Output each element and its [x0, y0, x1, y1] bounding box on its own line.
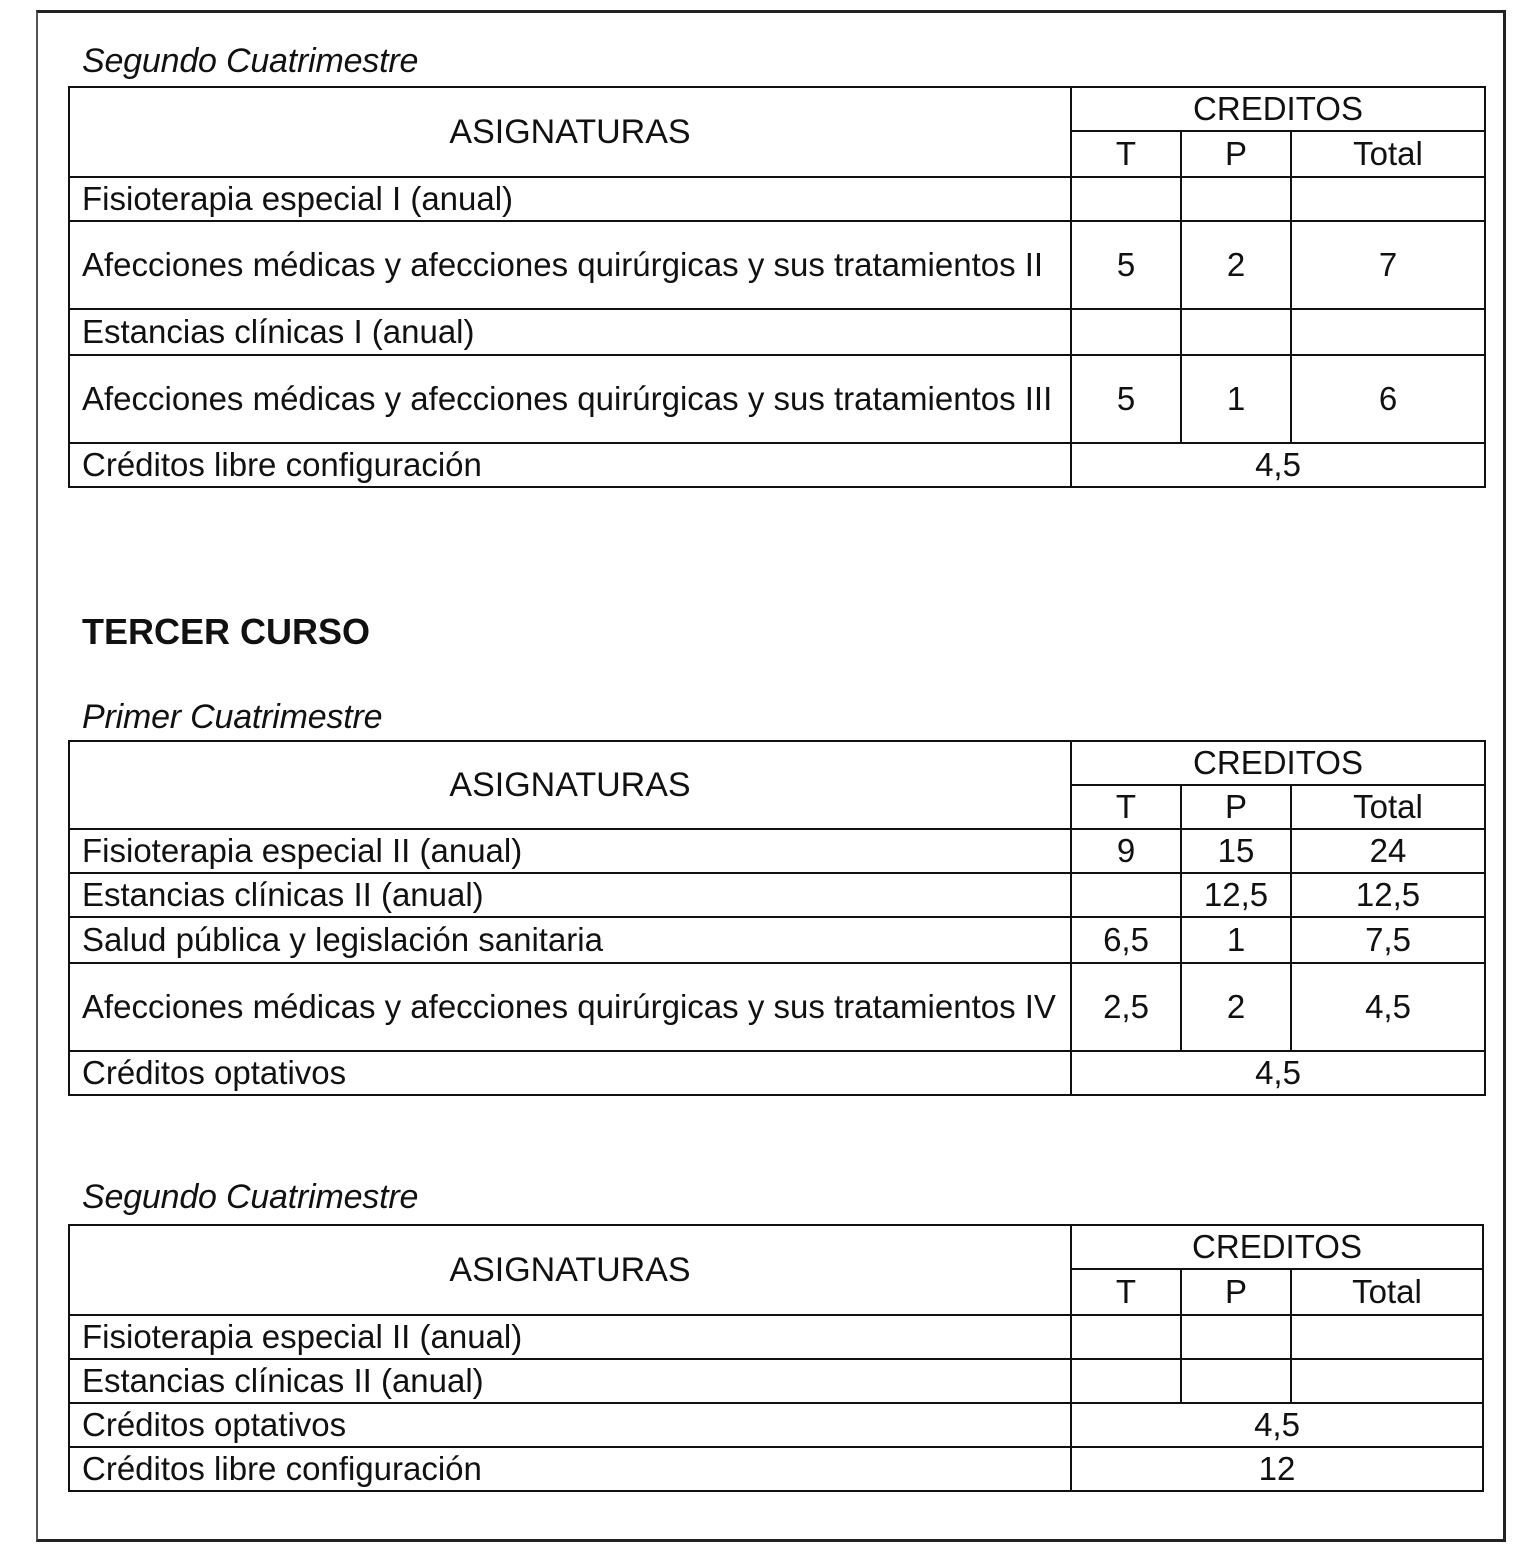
- credits-total-cell: [1291, 309, 1485, 355]
- header-asignaturas: ASIGNATURAS: [69, 1225, 1071, 1315]
- credits-t-cell: [1071, 309, 1181, 355]
- credits-p-cell: 2: [1181, 963, 1291, 1051]
- course-title: TERCER CURSO: [82, 611, 371, 652]
- header-t: T: [1071, 1269, 1181, 1315]
- header-total: Total: [1291, 785, 1485, 829]
- credits-total-cell: [1291, 1315, 1483, 1359]
- credits-table-segundo-cuatrimestre-1: [68, 86, 1486, 488]
- credits-total-cell: 7,5: [1291, 917, 1485, 963]
- table-row: [69, 355, 1485, 443]
- credits-p-cell: [1181, 309, 1291, 355]
- table-row: [69, 309, 1485, 355]
- table-row: [69, 221, 1485, 309]
- credits-p-cell: 1: [1181, 917, 1291, 963]
- subject-cell: Estancias clínicas II (anual): [69, 873, 1071, 917]
- credits-table-primer-cuatrimestre: [68, 740, 1486, 1096]
- table-row: [69, 177, 1485, 221]
- credits-p-cell: 12,5: [1181, 873, 1291, 917]
- merged-credits-cell: 12: [1071, 1447, 1483, 1491]
- header-total: Total: [1291, 131, 1485, 177]
- section-title-segundo-cuatrimestre: Segundo Cuatrimestre: [82, 42, 419, 80]
- header-asignaturas: ASIGNATURAS: [69, 87, 1071, 177]
- header-creditos: CREDITOS: [1071, 87, 1485, 131]
- subject-cell: Créditos optativos: [69, 1051, 1071, 1095]
- credits-t-cell: 5: [1071, 355, 1181, 443]
- subject-cell: Fisioterapia especial II (anual): [69, 829, 1071, 873]
- subject-cell: Estancias clínicas I (anual): [69, 309, 1071, 355]
- subject-cell: Estancias clínicas II (anual): [69, 1359, 1071, 1403]
- table-row: [69, 1051, 1485, 1095]
- header-p: P: [1181, 785, 1291, 829]
- credits-p-cell: 15: [1181, 829, 1291, 873]
- subject-cell: Créditos optativos: [69, 1403, 1071, 1447]
- credits-t-cell: 9: [1071, 829, 1181, 873]
- section-title-primer-cuatrimestre: Primer Cuatrimestre: [82, 698, 383, 736]
- table-row: [69, 917, 1485, 963]
- subject-cell: Créditos libre configuración: [69, 1447, 1071, 1491]
- table-row: [69, 1359, 1483, 1403]
- table-row: [69, 443, 1485, 487]
- header-t: T: [1071, 131, 1181, 177]
- header-asignaturas: ASIGNATURAS: [69, 741, 1071, 829]
- merged-credits-cell: 4,5: [1071, 1403, 1483, 1447]
- subject-cell: Afecciones médicas y afecciones quirúrgicas y sus tratamientos III: [69, 355, 1071, 443]
- credits-total-cell: [1291, 1359, 1483, 1403]
- section-title-segundo-cuatrimestre: Segundo Cuatrimestre: [82, 1178, 419, 1216]
- credits-t-cell: 5: [1071, 221, 1181, 309]
- table-row: [69, 873, 1485, 917]
- header-creditos: CREDITOS: [1071, 1225, 1483, 1269]
- subject-cell: Afecciones médicas y afecciones quirúrgicas y sus tratamientos IV: [69, 963, 1071, 1051]
- credits-t-cell: [1071, 873, 1181, 917]
- subject-cell: Afecciones médicas y afecciones quirúrgicas y sus tratamientos II: [69, 221, 1071, 309]
- credits-p-cell: [1181, 177, 1291, 221]
- merged-credits-cell: 4,5: [1071, 1051, 1485, 1095]
- header-total: Total: [1291, 1269, 1483, 1315]
- table-row: [69, 1315, 1483, 1359]
- header-t: T: [1071, 785, 1181, 829]
- table-row: [69, 963, 1485, 1051]
- subject-cell: Fisioterapia especial I (anual): [69, 177, 1071, 221]
- credits-total-cell: [1291, 177, 1485, 221]
- subject-cell: Fisioterapia especial II (anual): [69, 1315, 1071, 1359]
- credits-t-cell: [1071, 1315, 1181, 1359]
- subject-cell: Salud pública y legislación sanitaria: [69, 917, 1071, 963]
- credits-total-cell: 4,5: [1291, 963, 1485, 1051]
- credits-t-cell: 2,5: [1071, 963, 1181, 1051]
- credits-t-cell: [1071, 177, 1181, 221]
- credits-p-cell: 2: [1181, 221, 1291, 309]
- table-row: [69, 1447, 1483, 1491]
- table-row: [69, 829, 1485, 873]
- credits-table-segundo-cuatrimestre-2: [68, 1224, 1484, 1492]
- header-p: P: [1181, 1269, 1291, 1315]
- header-p: P: [1181, 131, 1291, 177]
- credits-total-cell: 7: [1291, 221, 1485, 309]
- credits-p-cell: 1: [1181, 355, 1291, 443]
- credits-total-cell: 12,5: [1291, 873, 1485, 917]
- credits-p-cell: [1181, 1315, 1291, 1359]
- credits-p-cell: [1181, 1359, 1291, 1403]
- subject-cell: Créditos libre configuración: [69, 443, 1071, 487]
- merged-credits-cell: 4,5: [1071, 443, 1485, 487]
- table-row: [69, 1403, 1483, 1447]
- credits-t-cell: [1071, 1359, 1181, 1403]
- credits-t-cell: 6,5: [1071, 917, 1181, 963]
- credits-total-cell: 24: [1291, 829, 1485, 873]
- header-creditos: CREDITOS: [1071, 741, 1485, 785]
- credits-total-cell: 6: [1291, 355, 1485, 443]
